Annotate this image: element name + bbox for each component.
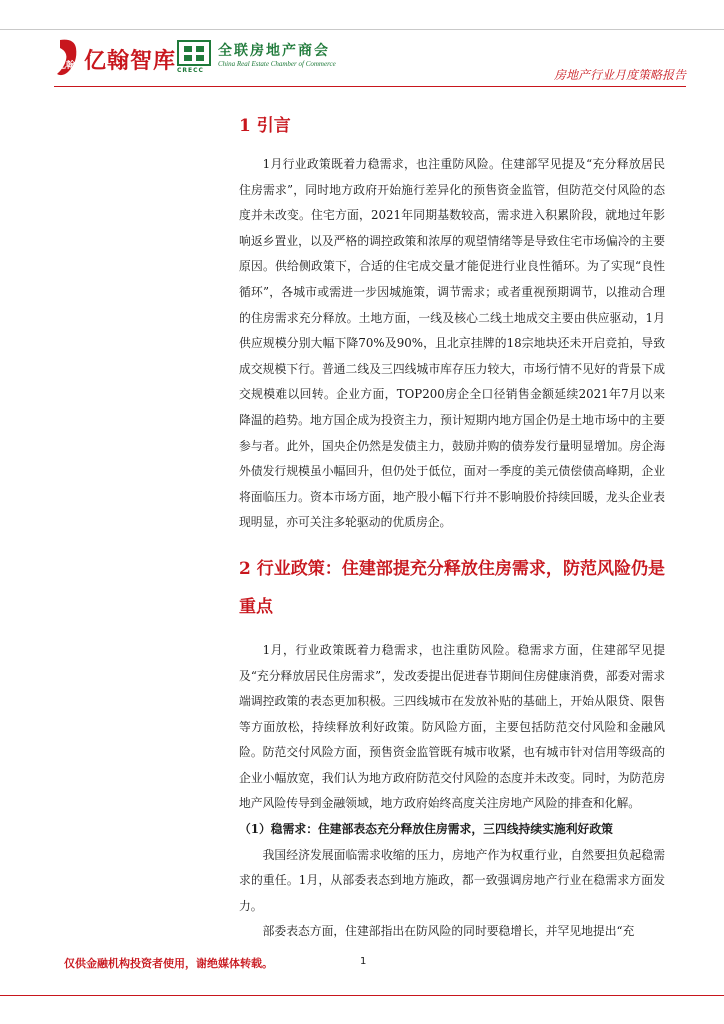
section-2-paragraph-3: 部委表态方面，住建部指出在防风险的同时要稳增长，并罕见地提出“充 bbox=[262, 924, 635, 939]
yihan-logo-mark-text: 亿翰 bbox=[56, 61, 76, 71]
page-header bbox=[0, 30, 724, 85]
crecc-logo-icon bbox=[177, 40, 211, 66]
chamber-name-cn: 全联房地产商会 bbox=[218, 43, 330, 59]
main-content bbox=[239, 110, 665, 945]
page-number: 1 bbox=[360, 956, 367, 967]
chamber-name-en: China Real Estate Chamber of Commerce bbox=[218, 60, 336, 68]
section-2-paragraph: 1月，行业政策既着力稳需求，也注重防风险。稳需求方面，住建部罕见提及“充分释放居民住房需求”，发改委提出促进春节期间住房健康消费，部委对需求端调控政策的表态更加积极。三四线城市在发放补贴的基础上，开始从限贷、限售等方面放松，持续释放利好政策。防风险方面，主要包括防范交付风险和金融风险。防范交付风险方面，预售资金监管既有城市收紧，也有城市针对信用等级高的企业小幅放宽，我们认为地方政府防范交付风险的态度并未改变。同时，为防范房地产风险传导到金融领域，地方政府始终高度关注房地产风险的排查和化解。 bbox=[239, 642, 665, 811]
section-1-paragraph: 1月行业政策既着力稳需求，也注重防风险。住建部罕见提及“充分释放居民住房需求”，同时地方政府开始施行差异化的预售资金监管，但防范交付风险的态度并未改变。住宅方面，2021年同期基数较高，需求进入积累阶段，就地过年影响返乡置业，以及严格的调控政策和浓厚的观望情绪等是导致住宅市场偏冷的主要原因。供给侧政策下，合适的住宅成交量才能促进行业良性循环。为了实现“良性循环”，各城市或需进一步因城施策，调节需求；或者重视预期调节，以推动合理的住房需求充分释放。土地方面，一线及核心二线土地成交主要由供应驱动，1月供应规模分别大幅下降70%及90%，且北京挂牌的18宗地块还未开启竞拍，导致成交规模下行。普通二线及三四线城市库存压力较大，市场行情不见好的背景下成交规模难以回转。企业方面，TOP200房企全口径销售金额延续2021年7月以来降温的趋势。地方国企成为投资主力，预计短期内地方国企仍是土地市场中的主要参与者。此外，国央企仍然是发债主力，鼓励并购的债券发行量明显增加。房企海外债发行规模虽小幅回升，但仍处于低位，面对一季度的美元债偿债高峰期，企业将面临压力。资本市场方面，地产股小幅下行并不影响股价持续回暖，龙头企业表现明显，亦可关注多轮驱动的优质房企。 bbox=[239, 157, 665, 530]
header-rule bbox=[54, 86, 686, 87]
report-type: 房地产行业月度策略报告 bbox=[553, 68, 686, 82]
crecc-abbr: CRECC bbox=[177, 67, 204, 74]
footer-rule bbox=[0, 995, 724, 996]
yihan-logo-icon bbox=[54, 38, 80, 78]
brand-name: 亿翰智库 bbox=[84, 49, 177, 74]
footer-disclaimer: 仅供金融机构投资者使用，谢绝媒体转载。 bbox=[64, 957, 273, 970]
section-1-title: 1 引言 bbox=[239, 116, 291, 136]
section-2-title: 2 行业政策：住建部提充分释放住房需求，防范风险仍是重点 bbox=[239, 558, 665, 617]
section-2-paragraph-2: 我国经济发展面临需求收缩的压力，房地产作为权重行业，自然要担负起稳需求的重任。1月，从部委表态到地方施政，都一致强调房地产行业在稳需求方面发力。 bbox=[239, 847, 665, 913]
section-2-subheading: （1）稳需求：住建部表态充分释放住房需求，三四线持续实施利好政策 bbox=[239, 822, 613, 837]
